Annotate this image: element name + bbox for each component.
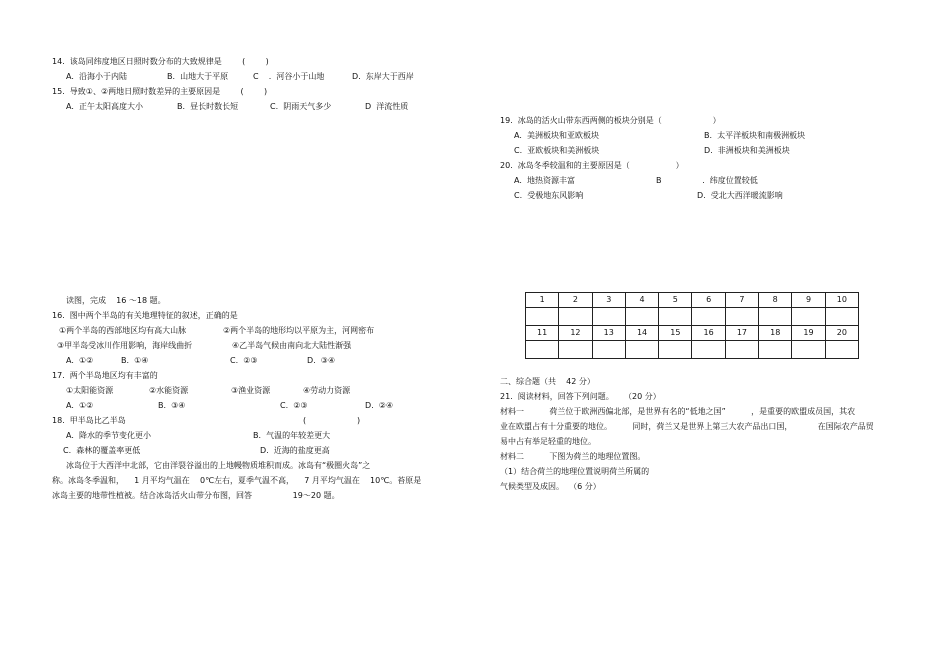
material-1-line-3: 易中占有举足轻重的地位。 [500, 437, 596, 446]
q16-option-d: D. ③④ [307, 356, 336, 365]
answer-number: 9 [792, 293, 825, 308]
q21-stem: 21. 阅读材料，回答下列问题。 （20 分） [500, 392, 661, 401]
answer-table-header-row-2 [526, 326, 859, 341]
q17-option-c: C. ②③ [280, 401, 308, 410]
q17-statement-1: ①太阳能资源 [66, 386, 114, 395]
answer-number: 16 [692, 326, 725, 341]
intro-16-18: 读图，完成 16 ～18 题。 [66, 296, 166, 305]
answer-number: 8 [759, 293, 792, 308]
q19-option-d: D. 非洲板块和美洲板块 [704, 146, 790, 155]
q20-option-c: C. 受极地东风影响 [514, 191, 584, 200]
answer-cell[interactable] [559, 341, 592, 359]
q20-option-d: D. 受北大西洋暖流影响 [697, 191, 783, 200]
answer-number: 12 [559, 326, 592, 341]
answer-cell[interactable] [825, 308, 858, 326]
answer-number: 4 [625, 293, 658, 308]
q14-stem: 14. 该岛同纬度地区日照时数分布的大致规律是 ( ) [52, 57, 269, 66]
q17-statement-4: ④劳动力资源 [303, 386, 351, 395]
q20-option-b: B . 纬度位置较低 [656, 176, 758, 185]
answer-number: 15 [659, 326, 692, 341]
q17-option-b: B. ③④ [158, 401, 186, 410]
answer-cell[interactable] [725, 341, 758, 359]
answer-number: 3 [592, 293, 625, 308]
q18-answer-paren: ( ) [303, 416, 361, 425]
passage-line-1: 冰岛位于大西洋中北部，它由洋裂谷溢出的上地幔物质堆积而成。冰岛有“极圈火岛”之 [66, 461, 371, 470]
q19-option-c: C. 亚欧板块和美洲板块 [514, 146, 600, 155]
answer-number: 1 [526, 293, 559, 308]
answer-cell[interactable] [625, 341, 658, 359]
answer-cell[interactable] [659, 341, 692, 359]
answer-number: 7 [725, 293, 758, 308]
answer-cell[interactable] [725, 308, 758, 326]
answer-table-blank-row-2 [526, 341, 859, 359]
q18-option-d: D. 近海的盐度更高 [260, 446, 330, 455]
q15-option-c: C. 阴雨天气多少 [270, 102, 332, 111]
answer-cell[interactable] [792, 341, 825, 359]
answer-cell[interactable] [526, 308, 559, 326]
q14-option-a: A. 沿海小于内陆 [66, 72, 127, 81]
answer-cell[interactable] [592, 308, 625, 326]
answer-cell[interactable] [692, 341, 725, 359]
passage-line-2: 称。冰岛冬季温和， 1 月平均气温在 0℃左右，夏季气温不高， 7 月平均气温在 10℃。苔原是 [52, 476, 422, 485]
answer-cell[interactable] [692, 308, 725, 326]
q17-stem: 17. 两个半岛地区均有丰富的 [52, 371, 158, 380]
q20-stem: 20. 冰岛冬季较温和的主要原因是（ ） [500, 161, 684, 170]
answer-cell[interactable] [659, 308, 692, 326]
answer-cell[interactable] [759, 308, 792, 326]
q21-sub-1-line-2: 气候类型及成因。 （6 分） [500, 482, 601, 491]
answer-cell[interactable] [625, 308, 658, 326]
q16-statement-1: ①两个半岛的西部地区均有高大山脉 [59, 326, 187, 335]
answer-number: 13 [592, 326, 625, 341]
q16-option-a: A. ①② [66, 356, 94, 365]
answer-cell[interactable] [825, 341, 858, 359]
q17-option-a: A. ①② [66, 401, 94, 410]
q16-statement-4: ④乙半岛气候由南向北大陆性渐强 [232, 341, 352, 350]
answer-number: 11 [526, 326, 559, 341]
q19-option-b: B. 太平洋板块和南极洲板块 [704, 131, 806, 140]
q18-option-a: A. 降水的季节变化更小 [66, 431, 151, 440]
answer-table-header-row-1 [526, 293, 859, 308]
q15-option-d: D 洋流性质 [365, 102, 409, 111]
q20-option-a: A. 地热资源丰富 [514, 176, 575, 185]
answer-number: 14 [625, 326, 658, 341]
q17-statement-2: ②水能资源 [149, 386, 189, 395]
q14-option-d: D. 东岸大于西岸 [352, 72, 414, 81]
q16-option-c: C. ②③ [230, 356, 258, 365]
q18-option-c: C. 森林的覆盖率更低 [63, 446, 141, 455]
q16-stem: 16. 图中两个半岛的有关地理特征的叙述，正确的是 [52, 311, 238, 320]
q19-option-a: A. 美洲板块和亚欧板块 [514, 131, 599, 140]
material-1-line-1: 材料一 荷兰位于欧洲西偏北部，是世界有名的“低地之国” ，是重要的欧盟成员国，其农 [500, 407, 856, 416]
q18-option-b: B. 气温的年较差更大 [253, 431, 331, 440]
answer-number: 17 [725, 326, 758, 341]
material-2: 材料二 下图为荷兰的地理位置图。 [500, 452, 646, 461]
q14-option-c: C . 河谷小于山地 [253, 72, 325, 81]
answer-number: 2 [559, 293, 592, 308]
q16-statement-2: ②两个半岛的地形均以平原为主，河网密布 [223, 326, 375, 335]
q16-statement-3: ③甲半岛受冰川作用影响，海岸线曲折 [57, 341, 193, 350]
answer-cell[interactable] [759, 341, 792, 359]
answer-cell[interactable] [526, 341, 559, 359]
answer-number: 20 [825, 326, 858, 341]
q16-option-b: B. ①④ [121, 356, 149, 365]
material-1-line-2: 业在欧盟占有十分重要的地位。 同时，荷兰又是世界上第三大农产品出口国， 在国际农产品贸 [500, 422, 874, 431]
q19-stem: 19. 冰岛的活火山带东西两侧的板块分别是（ ） [500, 116, 721, 125]
answer-cell[interactable] [792, 308, 825, 326]
answer-number: 18 [759, 326, 792, 341]
answer-table [525, 292, 859, 359]
answer-cell[interactable] [559, 308, 592, 326]
q15-option-b: B. 昼长时数长短 [177, 102, 239, 111]
q21-sub-1-line-1: （1）结合荷兰的地理位置说明荷兰所属的 [500, 467, 650, 476]
q18-stem: 18. 甲半岛比乙半岛 [52, 416, 126, 425]
q15-option-a: A. 正午太阳高度大小 [66, 102, 143, 111]
section-2-heading: 二、综合题（共 42 分） [500, 377, 595, 386]
answer-cell[interactable] [592, 341, 625, 359]
answer-number: 10 [825, 293, 858, 308]
answer-number: 5 [659, 293, 692, 308]
q17-option-d: D. ②④ [365, 401, 394, 410]
passage-line-3: 冰岛主要的地带性植被。结合冰岛活火山带分布图，回答 19～20 题。 [52, 491, 340, 500]
answer-number: 19 [792, 326, 825, 341]
answer-number: 6 [692, 293, 725, 308]
q17-statement-3: ③渔业资源 [231, 386, 271, 395]
answer-table-blank-row-1 [526, 308, 859, 326]
q15-stem: 15. 导致①、②两地日照时数差异的主要原因是 ( ) [52, 87, 268, 96]
q14-option-b: B. 山地大于平原 [167, 72, 229, 81]
